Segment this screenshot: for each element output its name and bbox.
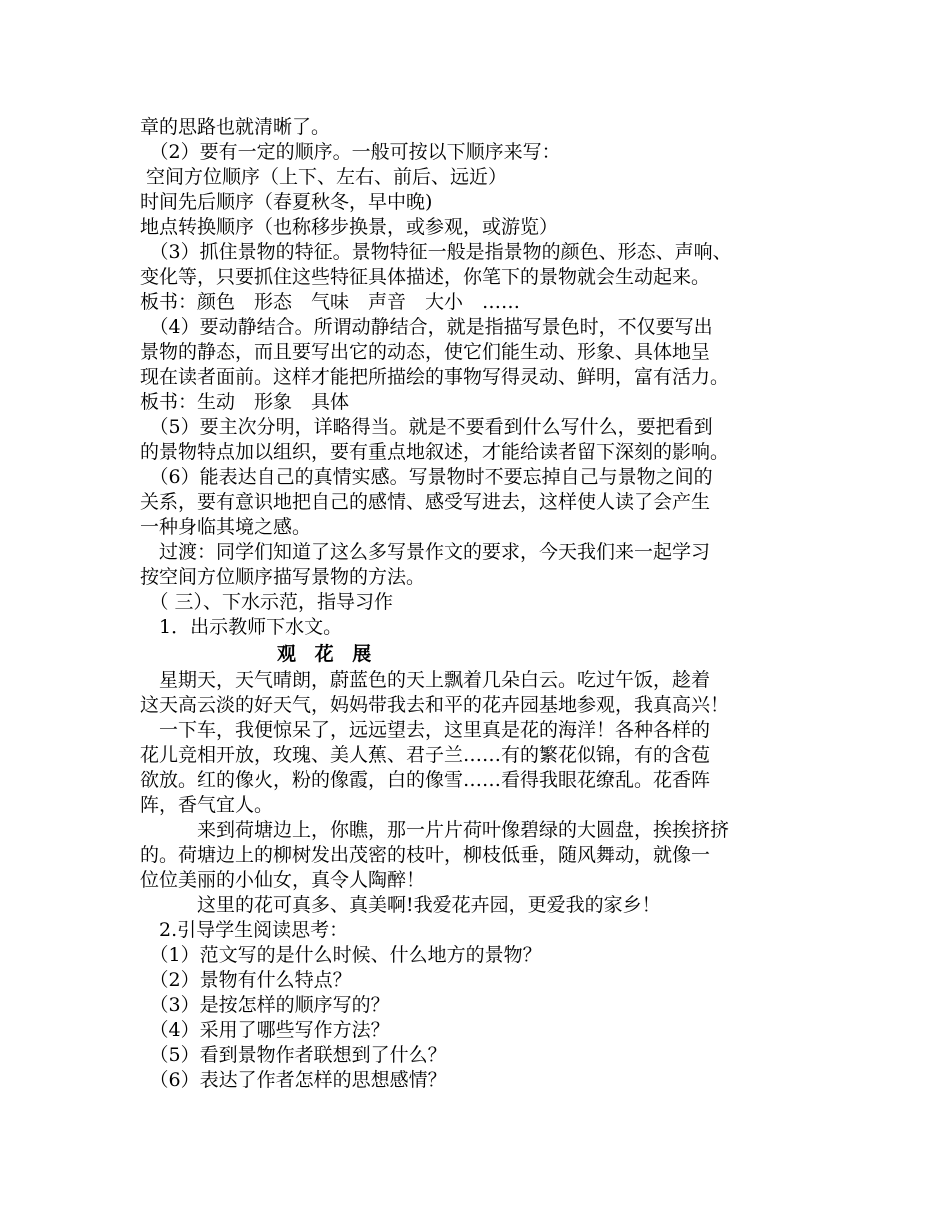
text-line: （6）能表达自己的真情实感。写景物时不要忘掉自己与景物之间的 [140,466,713,488]
text-line: 板书：生动 形象 具体 [140,391,350,413]
question-item: （6）表达了作者怎样的思想感情？ [140,1069,447,1091]
text-line: 按空间方位顺序描写景物的方法。 [140,566,426,588]
essay-line: 欲放。红的像火，粉的像霞，白的像雪……看得我眼花缭乱。花香阵 [140,769,711,791]
essay-line: 一下车，我便惊呆了，远远望去，这里真是花的海洋！各种各样的 [140,719,711,741]
text-line: 景物的静态，而且要写出它的动态，使它们能生动、形象、具体地呈 [140,341,711,363]
text-line: 章的思路也就清晰了。 [140,116,331,138]
text-line: 板书：颜色 形态 气味 声音 大小 …… [140,291,521,313]
question-item: （2）景物有什么特点？ [140,969,352,991]
text-line: 关系，要有意识地把自己的感情、感受写进去，这样使人读了会产生 [140,491,711,513]
text-line: （ 三）、下水示范，指导习作 [140,591,394,613]
text-line: 过渡：同学们知道了这么多写景作文的要求，今天我们来一起学习 [140,541,711,563]
text-line: 时间先后顺序（春夏秋冬，早中晚) [140,191,433,213]
question-item: （1）范文写的是什么时候、什么地方的景物？ [140,944,542,966]
question-item: （5）看到景物作者联想到了什么？ [140,1044,447,1066]
text-line: 现在读者面前。这样才能把所描绘的事物写得灵动、鲜明，富有活力。 [140,366,730,388]
text-line: 空间方位顺序（上下、左右、前后、远近） [140,166,508,188]
question-item: （4）采用了哪些写作方法？ [140,1019,390,1041]
text-line: 1．出示教师下水文。 [140,616,343,638]
text-line: 变化等，只要抓住这些特征具体描述，你笔下的景物就会生动起来。 [140,266,711,288]
text-line: 的景物特点加以组织，要有重点地叙述，才能给读者留下深刻的影响。 [140,441,730,463]
text-line: （3）抓住景物的特征。景物特征一般是指景物的颜色、形态、声响、 [140,241,732,263]
question-item: （3）是按怎样的顺序写的？ [140,994,390,1016]
text-line: 一种身临其境之感。 [140,516,312,538]
essay-line: 星期天，天气晴朗，蔚蓝色的天上飘着几朵白云。吃过午饭，趁着 [140,669,711,691]
essay-line: 的。荷塘边上的柳树发出茂密的枝叶，柳枝低垂，随风舞动，就像一 [140,844,711,866]
essay-line: 这里的花可真多、真美啊!我爱花卉园，更爱我的家乡！ [140,894,661,916]
question-heading: 2.引导学生阅读思考： [140,919,349,941]
essay-title: 观 花 展 [277,643,378,665]
text-line: 地点转换顺序（也称移步换景，或参观，或游览） [140,216,559,238]
essay-line: 位位美丽的小仙女，真令人陶醉！ [140,869,426,891]
essay-line: 这天高云淡的好天气，妈妈带我去和平的花卉园基地参观，我真高兴！ [140,694,730,716]
text-line: （5）要主次分明，详略得当。就是不要看到什么写什么，要把看到 [140,416,713,438]
essay-line: 花儿竞相开放，玫瑰、美人蕉、君子兰……有的繁花似锦，有的含苞 [140,744,711,766]
text-line: （2）要有一定的顺序。一般可按以下顺序来写： [140,141,561,163]
essay-line: 来到荷塘边上，你瞧，那一片片荷叶像碧绿的大圆盘，挨挨挤挤 [140,819,730,841]
text-line: （4）要动静结合。所谓动静结合，就是指描写景色时，不仅要写出 [140,316,713,338]
essay-line: 阵，香气宜人。 [140,794,274,816]
